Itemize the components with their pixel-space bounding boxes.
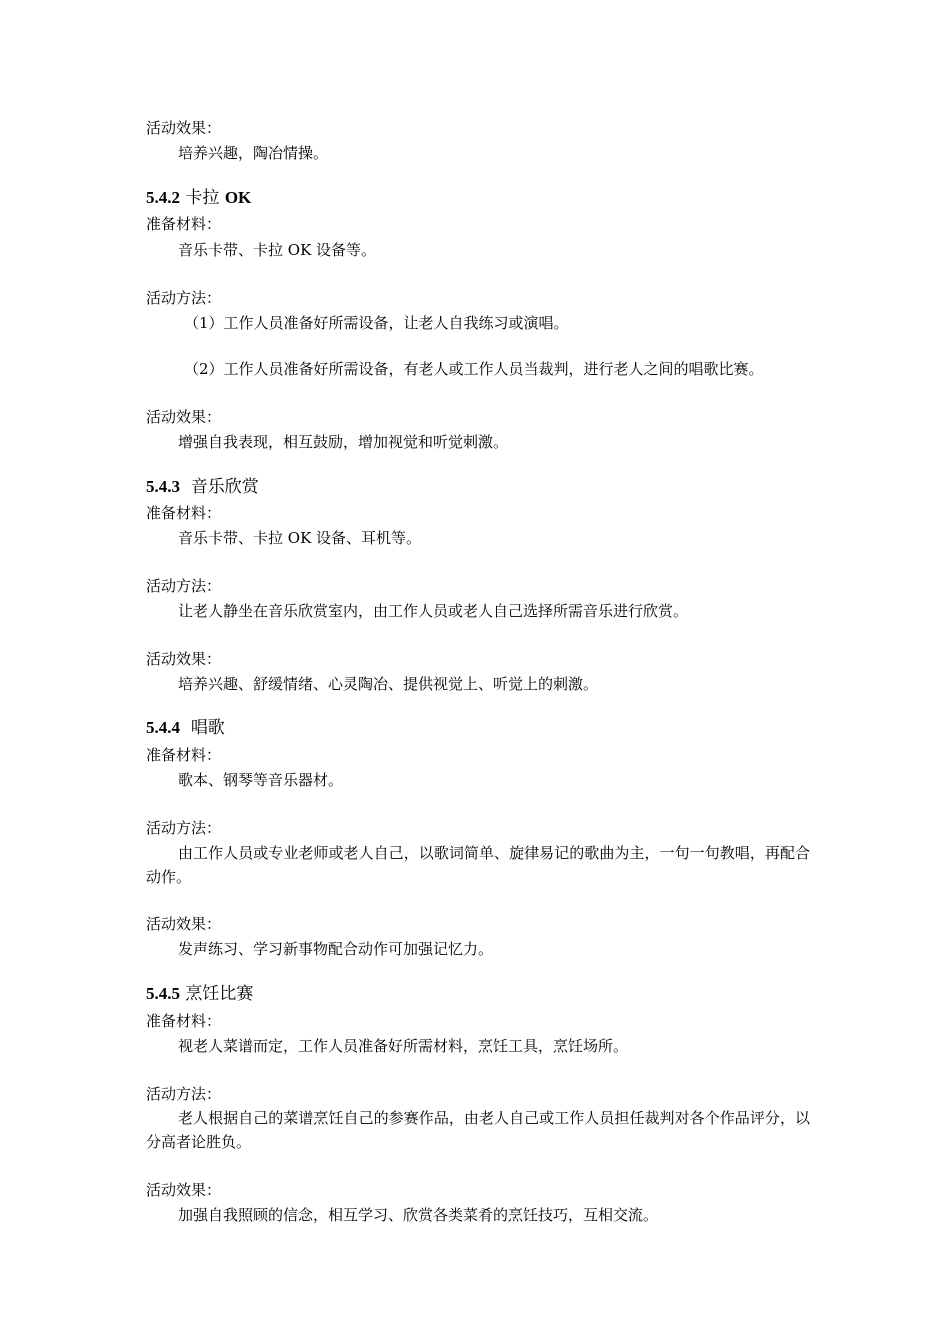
section-number: 5.4.5 <box>146 984 180 1003</box>
materials-label: 准备材料： <box>146 504 222 522</box>
method-label: 活动方法： <box>146 819 222 837</box>
method-text: 老人根据自己的菜谱烹饪自己的参赛作品，由老人自己或工作人员担任裁判对各个作品评分，以分高者论胜负。 <box>146 1109 810 1151</box>
method-item-1: （1）工作人员准备好所需设备，让老人自我练习或演唱。 <box>184 314 569 332</box>
effect-text: 培养兴趣、舒缓情绪、心灵陶冶、提供视觉上、听觉上的刺激。 <box>178 675 599 693</box>
materials-text: 歌本、钢琴等音乐器材。 <box>178 771 344 789</box>
section-title-ok: OK <box>224 188 252 207</box>
effect-text: 加强自我照顾的信念，相互学习、欣赏各类菜肴的烹饪技巧，互相交流。 <box>178 1206 659 1224</box>
effect-label: 活动效果： <box>146 915 222 933</box>
materials-text: 视老人菜谱而定，工作人员准备好所需材料，烹饪工具，烹饪场所。 <box>178 1037 629 1055</box>
section-heading-5-4-5 <box>146 983 814 1005</box>
section-title: 音乐欣赏 <box>190 477 259 497</box>
method-label: 活动方法： <box>146 289 222 307</box>
section-number: 5.4.4 <box>146 718 180 737</box>
effect-text: 增强自我表现，相互鼓励，增加视觉和听觉刺激。 <box>178 433 509 451</box>
effect-label: 活动效果： <box>146 650 222 668</box>
section-heading-5-4-4 <box>146 717 814 739</box>
section-number: 5.4.3 <box>146 477 180 496</box>
materials-label: 准备材料： <box>146 1012 222 1030</box>
materials-text: 音乐卡带、卡拉 OK 设备等。 <box>178 241 377 259</box>
effect-label: 活动效果： <box>146 1181 222 1199</box>
method-text: 由工作人员或专业老师或老人自己，以歌词简单、旋律易记的歌曲为主，一句一句教唱，再配合动作。 <box>146 844 810 886</box>
section-title: 烹饪比赛 <box>185 984 254 1004</box>
section-number: 5.4.2 <box>146 188 180 207</box>
materials-text: 音乐卡带、卡拉 OK 设备、耳机等。 <box>178 529 422 547</box>
section-title: 唱歌 <box>190 718 225 738</box>
effect-text: 发声练习、学习新事物配合动作可加强记忆力。 <box>178 940 494 958</box>
method-label: 活动方法： <box>146 1085 222 1103</box>
effect-label: 活动效果： <box>146 119 222 137</box>
method-text: 让老人静坐在音乐欣赏室内，由工作人员或老人自己选择所需音乐进行欣赏。 <box>178 602 689 620</box>
method-item-2: （2）工作人员准备好所需设备，有老人或工作人员当裁判，进行老人之间的唱歌比赛。 <box>184 360 764 378</box>
section-title: 卡拉 <box>185 188 220 208</box>
method-label: 活动方法： <box>146 577 222 595</box>
effect-label: 活动效果： <box>146 408 222 426</box>
section-heading-5-4-3 <box>146 476 814 498</box>
effect-text: 培养兴趣，陶冶情操。 <box>178 144 329 162</box>
section-heading-5-4-2 <box>146 187 814 209</box>
materials-label: 准备材料： <box>146 746 222 764</box>
materials-label: 准备材料： <box>146 215 222 233</box>
